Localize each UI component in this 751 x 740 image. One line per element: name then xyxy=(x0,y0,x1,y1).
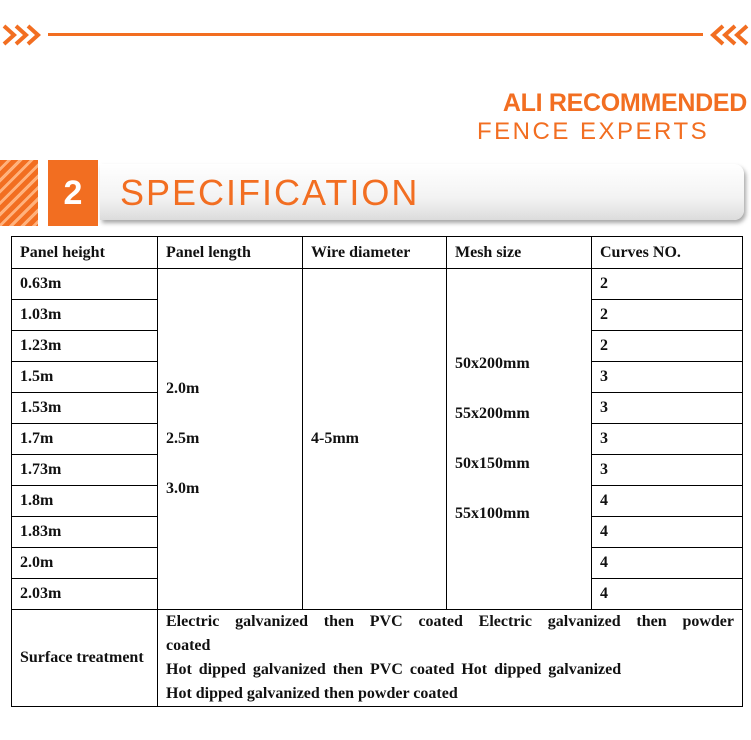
cell-curves: 3 xyxy=(592,362,743,393)
table-header-row xyxy=(12,237,743,269)
panel-length-value: 3.0m xyxy=(166,480,200,497)
cell-panel-height: 1.03m xyxy=(12,300,158,331)
header-panel-height: Panel height xyxy=(12,237,158,269)
cell-panel-height: 2.03m xyxy=(12,579,158,610)
surface-treatment-row xyxy=(12,610,743,707)
chevron-left-icon xyxy=(699,22,749,48)
header-curves-no: Curves NO. xyxy=(592,237,743,269)
top-decoration xyxy=(0,0,751,70)
brand-line-2: FENCE EXPERTS xyxy=(477,118,710,145)
header-panel-length: Panel length xyxy=(158,237,303,269)
cell-curves: 4 xyxy=(592,517,743,548)
cell-curves: 4 xyxy=(592,579,743,610)
mesh-size-value: 55x200mm xyxy=(455,405,530,422)
cell-curves: 2 xyxy=(592,300,743,331)
cell-panel-height: 1.23m xyxy=(12,331,158,362)
section-banner xyxy=(0,160,751,226)
cell-curves: 3 xyxy=(592,424,743,455)
surface-treatment-label: Surface treatment xyxy=(12,610,158,707)
specification-table xyxy=(11,236,743,707)
surface-treatment-line: Hot dipped galvanized then PVC coated Hot dipped galvanized xyxy=(166,661,622,678)
chevron-right-icon xyxy=(2,22,52,48)
cell-curves: 3 xyxy=(592,455,743,486)
mesh-size-value: 55x100mm xyxy=(455,505,530,522)
cell-panel-length xyxy=(158,269,303,610)
banner-stripe xyxy=(0,160,38,226)
brand-block xyxy=(467,88,747,146)
header-wire-diameter: Wire diameter xyxy=(303,237,447,269)
cell-panel-height: 2.0m xyxy=(12,548,158,579)
mesh-size-value: 50x200mm xyxy=(455,355,530,372)
table-row xyxy=(12,269,743,300)
cell-panel-height: 1.8m xyxy=(12,486,158,517)
cell-curves: 2 xyxy=(592,331,743,362)
cell-panel-height: 1.83m xyxy=(12,517,158,548)
top-divider-line xyxy=(48,33,703,36)
cell-curves: 3 xyxy=(592,393,743,424)
cell-curves: 4 xyxy=(592,486,743,517)
cell-curves: 4 xyxy=(592,548,743,579)
cell-curves: 2 xyxy=(592,269,743,300)
cell-panel-height: 1.73m xyxy=(12,455,158,486)
mesh-size-value: 50x150mm xyxy=(455,455,530,472)
cell-wire-diameter: 4-5mm xyxy=(303,269,447,610)
header-mesh-size: Mesh size xyxy=(447,237,592,269)
surface-treatment-line: Hot dipped galvanized then powder coated xyxy=(166,685,458,702)
panel-length-value: 2.0m xyxy=(166,380,200,397)
panel-length-value: 2.5m xyxy=(166,430,200,447)
brand-line-1: ALI RECOMMENDED xyxy=(502,89,747,117)
cell-panel-height: 1.7m xyxy=(12,424,158,455)
cell-panel-height: 0.63m xyxy=(12,269,158,300)
surface-treatment-line: Electric galvanized then PVC coated Electric galvanized then powder coated xyxy=(166,613,734,654)
cell-panel-height: 1.5m xyxy=(12,362,158,393)
cell-mesh-size xyxy=(447,269,592,610)
cell-panel-height: 1.53m xyxy=(12,393,158,424)
surface-treatment-values xyxy=(158,610,743,707)
section-title: SPECIFICATION xyxy=(120,172,420,213)
section-number: 2 xyxy=(48,160,98,226)
